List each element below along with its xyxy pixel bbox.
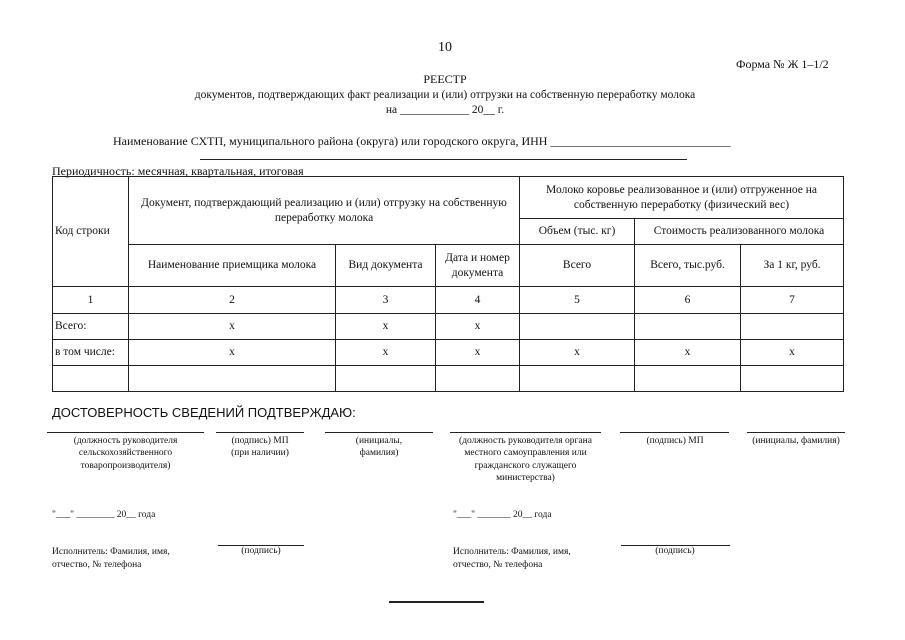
register-title: РЕЕСТР <box>423 72 467 86</box>
table-cell <box>635 366 741 392</box>
header-cost: Стоимость реализованного молока <box>635 219 844 245</box>
left-date-line: "___" ________ 20__ года <box>52 510 156 520</box>
row-label: в том числе: <box>53 340 129 366</box>
table-cell: х <box>129 340 336 366</box>
left-position-caption: (должность руководителя сельскохозяйственного товаропроизводителя) <box>73 436 178 471</box>
right-position-line <box>450 432 601 433</box>
column-number: 6 <box>635 287 741 314</box>
column-number: 7 <box>741 287 844 314</box>
right-position-caption: (должность руководителя органа местного самоуправления или гражданского служащего министерства) <box>459 436 592 484</box>
header-milk-group: Молоко коровье реализованное и (или) отгруженное на собственную переработку (физический вес) <box>520 177 844 219</box>
table-cell <box>741 366 844 392</box>
table-cell: х <box>336 340 436 366</box>
register-subtitle: документов, подтверждающих факт реализации и (или) отгрузки на собственную переработку молока <box>194 89 696 101</box>
table-row-total <box>53 314 844 340</box>
column-number: 3 <box>336 287 436 314</box>
left-initials-line <box>325 432 433 433</box>
header-volume-total: Всего <box>520 245 635 287</box>
bottom-separator <box>389 601 484 603</box>
header-receiver-name: Наименование приемщика молока <box>129 245 336 287</box>
right-executor-sign-caption: (подпись) <box>655 546 695 556</box>
row-label <box>53 366 129 392</box>
column-number: 1 <box>53 287 129 314</box>
table-cell <box>520 366 635 392</box>
left-sign-caption: (подпись) МП (при наличии) <box>231 436 289 459</box>
page-number: 10 <box>438 40 452 55</box>
table-cell: х <box>520 340 635 366</box>
right-executor: Исполнитель: Фамилия, имя, отчество, № телефона <box>453 547 571 570</box>
confirmation-heading: ДОСТОВЕРНОСТЬ СВЕДЕНИЙ ПОДТВЕРЖДАЮ: <box>52 405 356 420</box>
right-date-line: "___" _______ 20__ года <box>453 510 552 520</box>
header-document-type: Вид документа <box>336 245 436 287</box>
table-cell: х <box>129 314 336 340</box>
table-cell: х <box>741 340 844 366</box>
header-row-code: Код строки <box>53 177 129 287</box>
table-cell <box>129 366 336 392</box>
table-cell <box>635 314 741 340</box>
registry-table <box>52 176 844 392</box>
row-label: Всего: <box>53 314 129 340</box>
left-sign-line <box>216 432 304 433</box>
column-number-row <box>53 287 844 314</box>
table-cell <box>741 314 844 340</box>
header-document-group: Документ, подтверждающий реализацию и (или) отгрузку на собственную переработку молока <box>129 177 520 245</box>
right-initials-line <box>747 432 845 433</box>
left-executor-sign-caption: (подпись) <box>241 546 281 556</box>
table-cell <box>436 366 520 392</box>
left-initials-caption: (инициалы, фамилия) <box>355 436 403 459</box>
form-number: Форма № Ж 1–1/2 <box>736 57 829 71</box>
right-sign-caption: (подпись) МП <box>646 436 704 446</box>
table-cell <box>336 366 436 392</box>
header-cost-total: Всего, тыс.руб. <box>635 245 741 287</box>
periodicity: Периодичность: месячная, квартальная, итоговая <box>52 164 304 178</box>
column-number: 2 <box>129 287 336 314</box>
header-cost-per-kg: За 1 кг, руб. <box>741 245 844 287</box>
organization-underline <box>200 159 687 160</box>
table-row-including <box>53 340 844 366</box>
right-initials-caption: (инициалы, фамилия) <box>752 436 840 446</box>
header-volume: Объем (тыс. кг) <box>520 219 635 245</box>
right-sign-line <box>620 432 729 433</box>
header-document-date-number: Дата и номер документа <box>436 245 520 287</box>
register-date-line: на ____________ 20__ г. <box>385 104 505 116</box>
organization-line: Наименование СХТП, муниципального района (округа) или городского округа, ИНН ______________________________ <box>113 134 731 148</box>
table-cell <box>520 314 635 340</box>
left-position-line <box>47 432 204 433</box>
table-cell: х <box>336 314 436 340</box>
column-number: 4 <box>436 287 520 314</box>
table-cell: х <box>436 340 520 366</box>
table-cell: х <box>635 340 741 366</box>
table-row-empty <box>53 366 844 392</box>
left-executor: Исполнитель: Фамилия, имя, отчество, № телефона <box>52 547 170 570</box>
table-cell: х <box>436 314 520 340</box>
column-number: 5 <box>520 287 635 314</box>
